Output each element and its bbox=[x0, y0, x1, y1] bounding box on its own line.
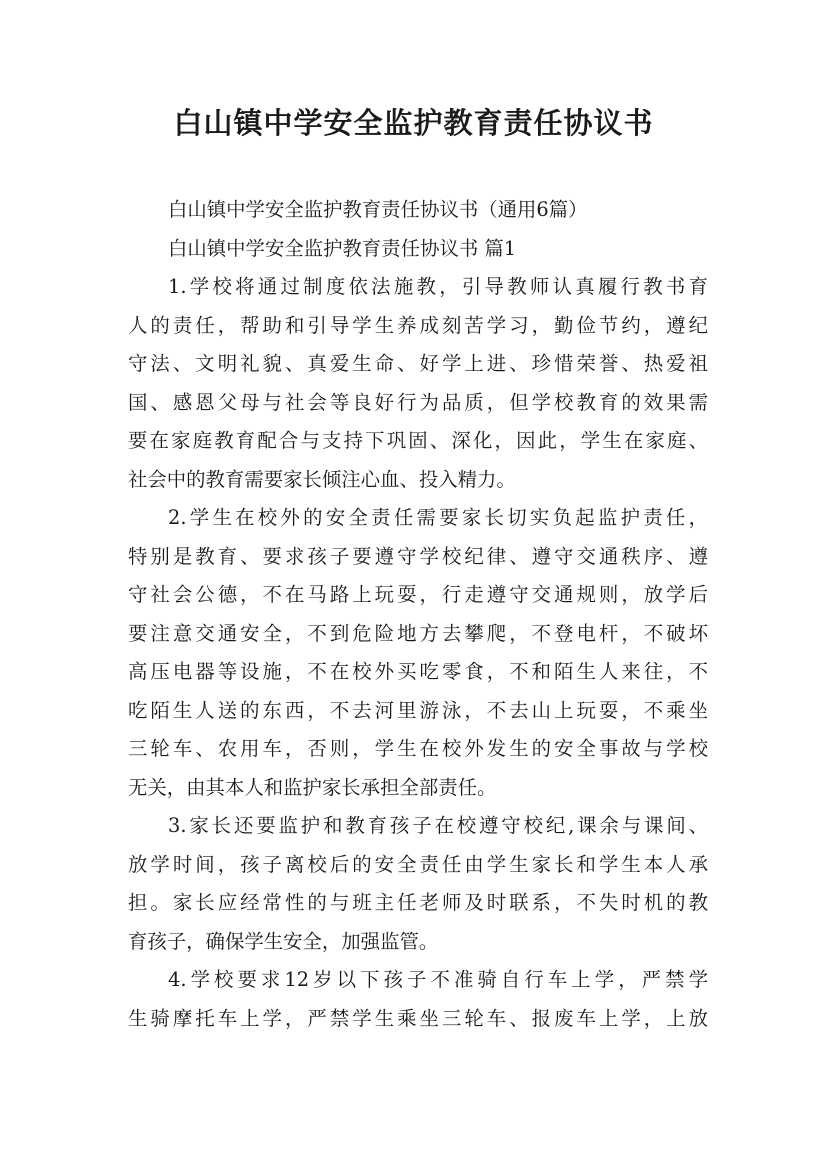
text-line: 无关，由其本人和监护家长承担全部责任。 bbox=[128, 775, 497, 799]
text-line: 4.学校要求12岁以下孩子不准骑自行车上学，严禁学 bbox=[168, 968, 708, 991]
text-line: 社会中的教育需要家长倾注心血、投入精力。 bbox=[128, 467, 516, 491]
text-line: 国、感恩父母与社会等良好行为品质，但学校教育的效果需 bbox=[128, 390, 708, 414]
text-line: 育孩子，确保学生安全，加强监管。 bbox=[128, 929, 439, 953]
text-line: 守社会公德，不在马路上玩耍，行走遵守交通规则，放学后 bbox=[128, 583, 708, 606]
text-line: 放学时间，孩子离校后的安全责任由学生家长和学生本人承 bbox=[128, 852, 708, 876]
text-line: 要注意交通安全，不到危险地方去攀爬，不登电杆，不破坏 bbox=[128, 621, 708, 645]
text-line: 三轮车、农用车，否则，学生在校外发生的安全事故与学校 bbox=[128, 737, 708, 760]
text-line: 人的责任，帮助和引导学生养成刻苦学习，勤俭节约，遵纪 bbox=[128, 313, 708, 337]
text-line: 要在家庭教育配合与支持下巩固、深化，因此，学生在家庭、 bbox=[128, 429, 708, 452]
text-line: 白山镇中学安全监护教育责任协议书（通用6篇） bbox=[168, 198, 588, 221]
document-body bbox=[128, 191, 708, 1038]
text-line: 担。家长应经常性的与班主任老师及时联系，不失时机的教 bbox=[128, 891, 708, 914]
text-line: 白山镇中学安全监护教育责任协议书 篇1 bbox=[168, 236, 517, 260]
document-title: 白山镇中学安全监护教育责任协议书 bbox=[173, 106, 654, 140]
text-line: 守法、文明礼貌、真爱生命、好学上进、珍惜荣誉、热爱祖 bbox=[128, 352, 708, 375]
text-line: 1.学校将通过制度依法施教，引导教师认真履行教书育 bbox=[168, 275, 708, 298]
text-line: 特别是教育、要求孩子要遵守学校纪律、遵守交通秩序、遵 bbox=[128, 544, 708, 568]
text-line: 吃陌生人送的东西，不去河里游泳，不去山上玩耍，不乘坐 bbox=[128, 698, 708, 722]
text-line: 生骑摩托车上学，严禁学生乘坐三轮车、报废车上学，上放 bbox=[128, 1006, 708, 1030]
text-line: 高压电器等设施，不在校外买吃零食，不和陌生人来往，不 bbox=[128, 660, 708, 683]
text-line: 3.家长还要监护和教育孩子在校遵守校纪,课余与课间、 bbox=[168, 814, 708, 837]
text-line: 2.学生在校外的安全责任需要家长切实负起监护责任， bbox=[168, 506, 708, 529]
